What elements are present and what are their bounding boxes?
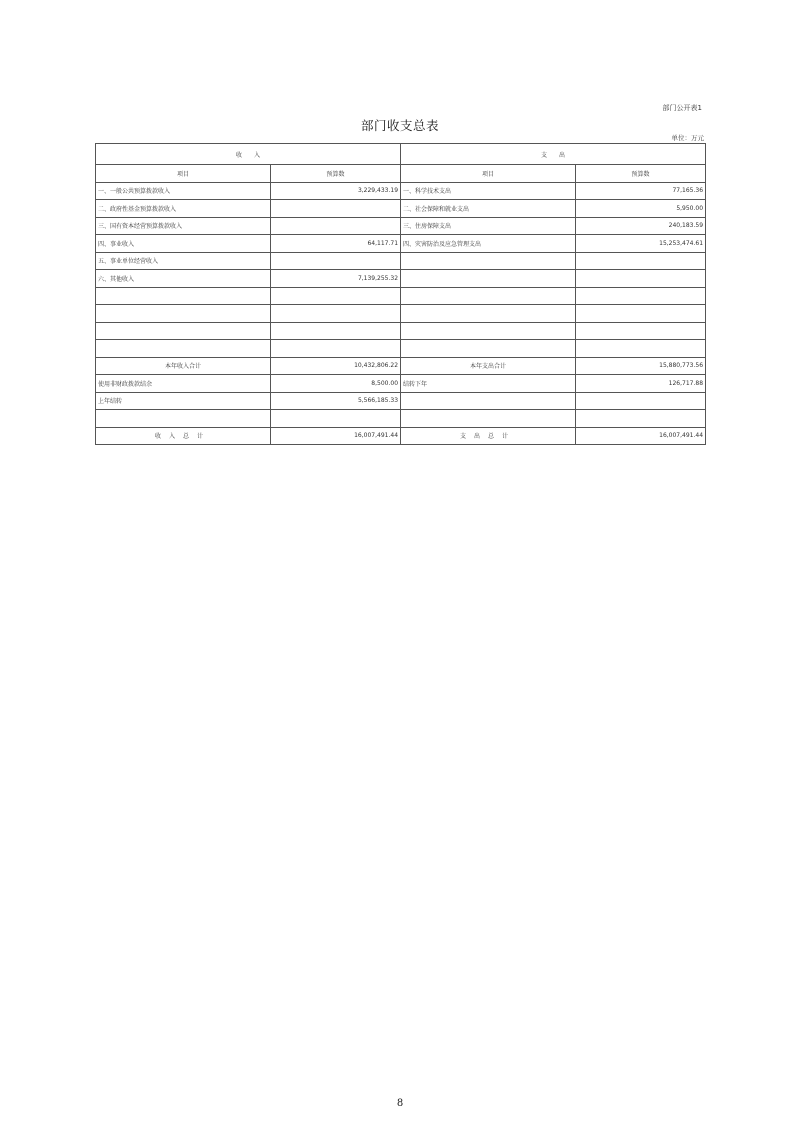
income-item: 五、事业单位经营收入	[96, 252, 271, 270]
expense-value	[576, 287, 706, 305]
income-subtotal-label: 本年收入合计	[96, 357, 271, 375]
income-value: 64,117.71	[271, 235, 401, 253]
carry-row	[96, 375, 706, 393]
expense-item-header: 项目	[401, 165, 576, 183]
income-value	[271, 252, 401, 270]
expense-item: 四、灾害防治及应急管理支出	[401, 235, 576, 253]
table-row	[96, 305, 706, 323]
expense-value: 15,253,474.61	[576, 235, 706, 253]
expense-item: 一、科学技术支出	[401, 182, 576, 200]
income-item: 三、国有资本经营预算拨款收入	[96, 217, 271, 235]
expense-item	[401, 305, 576, 323]
expense-item	[401, 270, 576, 288]
expense-value: 240,183.59	[576, 217, 706, 235]
expense-value	[576, 252, 706, 270]
expense-subtotal-value: 15,880,773.56	[576, 357, 706, 375]
expense-item	[401, 392, 576, 410]
income-value: 7,139,255.32	[271, 270, 401, 288]
table-row	[96, 200, 706, 218]
income-section-header: 收 入	[96, 144, 401, 165]
expense-total-label: 支出总计	[401, 427, 576, 445]
table-row	[96, 217, 706, 235]
expense-value: 5,950.00	[576, 200, 706, 218]
section-header-row	[96, 144, 706, 165]
income-item: 使用非财政拨款结余	[96, 375, 271, 393]
income-value	[271, 200, 401, 218]
total-row	[96, 427, 706, 445]
income-value	[271, 410, 401, 428]
income-value	[271, 340, 401, 358]
budget-summary-table	[95, 143, 706, 445]
unit-label: 单位：万元	[671, 134, 704, 142]
expense-item	[401, 410, 576, 428]
carry-row	[96, 410, 706, 428]
table-row	[96, 287, 706, 305]
expense-item	[401, 322, 576, 340]
income-item	[96, 410, 271, 428]
income-item: 四、事业收入	[96, 235, 271, 253]
income-value	[271, 322, 401, 340]
income-item: 六、其他收入	[96, 270, 271, 288]
expense-section-header: 支 出	[401, 144, 706, 165]
table-row	[96, 235, 706, 253]
income-item: 上年结转	[96, 392, 271, 410]
expense-value	[576, 392, 706, 410]
table-row	[96, 322, 706, 340]
expense-item: 二、社会保障和就业支出	[401, 200, 576, 218]
table-row	[96, 340, 706, 358]
income-item	[96, 287, 271, 305]
income-item	[96, 340, 271, 358]
expense-total-value: 16,007,491.44	[576, 427, 706, 445]
expense-value: 126,717.88	[576, 375, 706, 393]
table-row	[96, 182, 706, 200]
income-item	[96, 305, 271, 323]
expense-item: 结转下年	[401, 375, 576, 393]
expense-item	[401, 287, 576, 305]
expense-value	[576, 410, 706, 428]
income-value: 8,500.00	[271, 375, 401, 393]
expense-budget-header: 预算数	[576, 165, 706, 183]
income-budget-header: 预算数	[271, 165, 401, 183]
table-row	[96, 270, 706, 288]
expense-value	[576, 305, 706, 323]
column-header-row	[96, 165, 706, 183]
income-value	[271, 217, 401, 235]
table-row	[96, 252, 706, 270]
expense-item: 三、住房保障支出	[401, 217, 576, 235]
income-item-header: 项目	[96, 165, 271, 183]
expense-value	[576, 340, 706, 358]
income-subtotal-value: 10,432,806.22	[271, 357, 401, 375]
income-item: 二、政府性基金预算拨款收入	[96, 200, 271, 218]
expense-value	[576, 322, 706, 340]
income-total-label: 收入总计	[96, 427, 271, 445]
expense-subtotal-label: 本年支出合计	[401, 357, 576, 375]
subtotal-row	[96, 357, 706, 375]
expense-item	[401, 252, 576, 270]
table-code-label: 部门公开表1	[662, 104, 702, 112]
income-value	[271, 287, 401, 305]
income-value: 5,566,185.33	[271, 392, 401, 410]
income-item	[96, 322, 271, 340]
income-value: 3,229,433.19	[271, 182, 401, 200]
carry-row	[96, 392, 706, 410]
expense-value: 77,165.36	[576, 182, 706, 200]
page-title: 部门收支总表	[360, 118, 439, 133]
income-value	[271, 305, 401, 323]
page-number: 8	[396, 1098, 404, 1109]
expense-value	[576, 270, 706, 288]
income-total-value: 16,007,491.44	[271, 427, 401, 445]
income-item: 一、一般公共预算拨款收入	[96, 182, 271, 200]
expense-item	[401, 340, 576, 358]
